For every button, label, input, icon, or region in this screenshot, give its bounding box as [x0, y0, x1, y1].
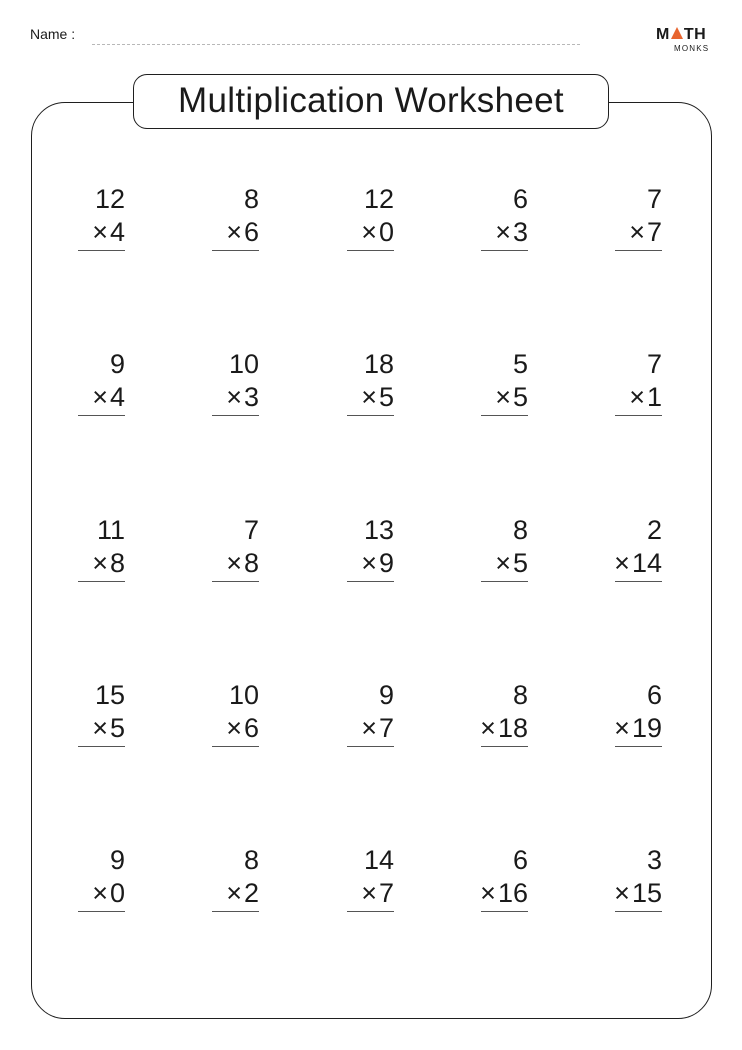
answer-rule	[347, 911, 394, 912]
times-icon: ×	[92, 548, 108, 578]
answer-rule	[78, 746, 125, 747]
logo-subtitle: MONKS	[674, 44, 710, 53]
multiplier-line	[361, 878, 394, 908]
answer-rule	[78, 911, 125, 912]
multiplier-line	[226, 713, 259, 743]
multiplicand: 12	[363, 184, 394, 214]
answer-rule	[615, 250, 662, 251]
multiplicand: 7	[646, 184, 662, 214]
multiplicand: 6	[512, 845, 528, 875]
multiplier-line	[226, 548, 259, 578]
multiplier-line	[361, 548, 394, 578]
answer-rule	[615, 415, 662, 416]
multiplicand: 5	[512, 349, 528, 379]
multiplicand: 10	[228, 680, 259, 710]
multiplier: 18	[497, 713, 528, 743]
multiplier-line	[495, 382, 528, 412]
problem-5-1	[25, 845, 125, 917]
multiplier: 5	[109, 713, 125, 743]
multiplier: 9	[378, 548, 394, 578]
multiplicand: 3	[646, 845, 662, 875]
times-icon: ×	[614, 713, 630, 743]
answer-rule	[481, 250, 528, 251]
logo-letter-m: M	[656, 26, 670, 43]
title-box	[133, 74, 609, 129]
times-icon: ×	[226, 382, 242, 412]
multiplicand: 6	[646, 680, 662, 710]
problem-4-5	[562, 680, 662, 752]
logo-triangle-icon	[671, 27, 683, 39]
answer-rule	[347, 415, 394, 416]
times-icon: ×	[226, 713, 242, 743]
multiplicand: 11	[96, 515, 125, 545]
multiplier-line	[495, 217, 528, 247]
multiplier-line	[614, 713, 662, 743]
times-icon: ×	[480, 713, 496, 743]
multiplicand: 13	[363, 515, 394, 545]
multiplier-line	[629, 217, 662, 247]
times-icon: ×	[92, 878, 108, 908]
logo-letters-th: TH	[683, 26, 707, 43]
multiplicand: 14	[363, 845, 394, 875]
multiplicand: 9	[378, 680, 394, 710]
answer-rule	[212, 250, 259, 251]
times-icon: ×	[495, 217, 511, 247]
problem-4-1	[25, 680, 125, 752]
times-icon: ×	[226, 548, 242, 578]
times-icon: ×	[361, 713, 377, 743]
problem-3-2	[159, 515, 259, 587]
problem-2-4	[428, 349, 528, 421]
multiplier: 8	[109, 548, 125, 578]
multiplier-line	[361, 217, 394, 247]
answer-rule	[78, 250, 125, 251]
problem-5-5	[562, 845, 662, 917]
multiplier-line	[614, 878, 662, 908]
answer-rule	[615, 581, 662, 582]
multiplier: 3	[243, 382, 259, 412]
multiplicand: 7	[646, 349, 662, 379]
answer-rule	[78, 415, 125, 416]
multiplicand: 2	[646, 515, 662, 545]
multiplier-line	[495, 548, 528, 578]
multiplier: 2	[243, 878, 259, 908]
multiplicand: 10	[228, 349, 259, 379]
multiplicand: 15	[94, 680, 125, 710]
problem-1-5	[562, 184, 662, 256]
problem-3-4	[428, 515, 528, 587]
multiplier-line	[226, 878, 259, 908]
problem-4-2	[159, 680, 259, 752]
times-icon: ×	[226, 878, 242, 908]
multiplier-line	[480, 878, 528, 908]
multiplier-line	[92, 548, 125, 578]
answer-rule	[481, 911, 528, 912]
multiplier: 0	[378, 217, 394, 247]
problem-5-3	[294, 845, 394, 917]
times-icon: ×	[614, 878, 630, 908]
multiplier: 1	[646, 382, 662, 412]
multiplier-line	[480, 713, 528, 743]
times-icon: ×	[92, 217, 108, 247]
times-icon: ×	[495, 382, 511, 412]
multiplier: 7	[646, 217, 662, 247]
times-icon: ×	[361, 548, 377, 578]
answer-rule	[347, 250, 394, 251]
times-icon: ×	[361, 878, 377, 908]
multiplicand: 8	[243, 184, 259, 214]
problem-3-3	[294, 515, 394, 587]
multiplier-line	[629, 382, 662, 412]
multiplicand: 9	[109, 349, 125, 379]
multiplier: 5	[378, 382, 394, 412]
answer-rule	[212, 581, 259, 582]
math-monks-logo	[656, 26, 716, 56]
name-write-line[interactable]	[92, 44, 580, 45]
problem-1-2	[159, 184, 259, 256]
multiplier-line	[92, 713, 125, 743]
answer-rule	[212, 911, 259, 912]
answer-rule	[78, 581, 125, 582]
problem-3-1	[25, 515, 125, 587]
multiplier: 7	[378, 878, 394, 908]
times-icon: ×	[92, 382, 108, 412]
multiplicand: 18	[363, 349, 394, 379]
problem-1-3	[294, 184, 394, 256]
problem-2-1	[25, 349, 125, 421]
answer-rule	[615, 911, 662, 912]
multiplier-line	[361, 382, 394, 412]
multiplier: 19	[631, 713, 662, 743]
multiplier: 15	[631, 878, 662, 908]
multiplier: 6	[243, 217, 259, 247]
problem-5-2	[159, 845, 259, 917]
answer-rule	[347, 746, 394, 747]
problem-2-3	[294, 349, 394, 421]
times-icon: ×	[92, 713, 108, 743]
multiplicand: 7	[243, 515, 259, 545]
times-icon: ×	[614, 548, 630, 578]
multiplicand: 12	[94, 184, 125, 214]
times-icon: ×	[629, 382, 645, 412]
multiplier: 6	[243, 713, 259, 743]
answer-rule	[481, 581, 528, 582]
times-icon: ×	[226, 217, 242, 247]
name-label: Name :	[30, 26, 76, 42]
multiplicand: 8	[512, 515, 528, 545]
multiplier-line	[614, 548, 662, 578]
multiplier-line	[92, 382, 125, 412]
multiplier-line	[226, 217, 259, 247]
multiplier: 7	[378, 713, 394, 743]
multiplier: 5	[512, 548, 528, 578]
problem-1-1	[25, 184, 125, 256]
times-icon: ×	[495, 548, 511, 578]
problem-1-4	[428, 184, 528, 256]
problem-5-4	[428, 845, 528, 917]
times-icon: ×	[361, 217, 377, 247]
worksheet-title: Multiplication Worksheet	[178, 81, 564, 120]
multiplier-line	[226, 382, 259, 412]
times-icon: ×	[480, 878, 496, 908]
multiplier: 0	[109, 878, 125, 908]
answer-rule	[481, 415, 528, 416]
multiplier: 4	[109, 382, 125, 412]
answer-rule	[212, 746, 259, 747]
answer-rule	[212, 415, 259, 416]
times-icon: ×	[629, 217, 645, 247]
multiplicand: 8	[243, 845, 259, 875]
multiplier: 5	[512, 382, 528, 412]
problem-4-4	[428, 680, 528, 752]
problem-3-5	[562, 515, 662, 587]
multiplicand: 8	[512, 680, 528, 710]
multiplier-line	[92, 878, 125, 908]
multiplier: 3	[512, 217, 528, 247]
multiplier: 16	[497, 878, 528, 908]
answer-rule	[347, 581, 394, 582]
answer-rule	[481, 746, 528, 747]
answer-rule	[615, 746, 662, 747]
multiplicand: 9	[109, 845, 125, 875]
times-icon: ×	[361, 382, 377, 412]
multiplier-line	[92, 217, 125, 247]
multiplier-line	[361, 713, 394, 743]
multiplier: 8	[243, 548, 259, 578]
multiplier: 4	[109, 217, 125, 247]
problem-2-2	[159, 349, 259, 421]
multiplicand: 6	[512, 184, 528, 214]
problem-2-5	[562, 349, 662, 421]
multiplier: 14	[631, 548, 662, 578]
problem-4-3	[294, 680, 394, 752]
